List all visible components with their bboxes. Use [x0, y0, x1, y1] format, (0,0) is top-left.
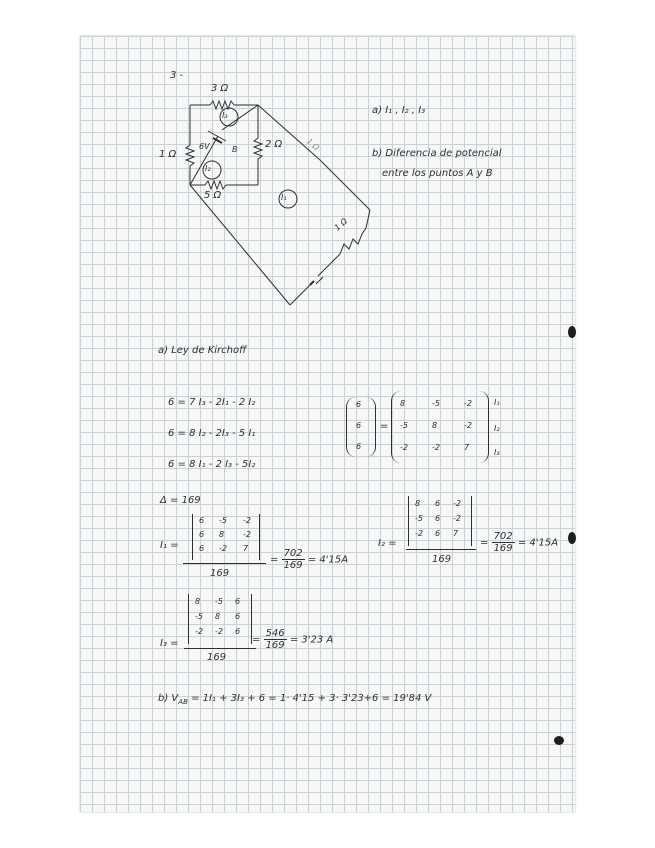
problem-number: 3 - [170, 70, 184, 81]
i3-label: I₃ = [160, 638, 179, 649]
resistor-bottom-label: 5 Ω [204, 190, 222, 201]
rhs-vector: 6 6 6 [346, 397, 376, 457]
i1-result: = $\frac{702}{169}$ = 4'15A [270, 548, 349, 571]
resistor-mid-label: 2 Ω [265, 139, 283, 150]
i1-value: = 4'15A [307, 554, 349, 566]
i2-result-fraction: $\frac{702}{169}$ [493, 531, 513, 554]
loop-i3-label: I₃ [222, 111, 228, 120]
loop-i1-label: I₁ [281, 193, 287, 202]
i1-fraction-bar [183, 563, 266, 564]
part-a-heading: a) Ley de Kirchoff [158, 345, 247, 356]
i3-fraction-bar [184, 648, 256, 649]
i2-result: = $\frac{702}{169}$ = 4'15A [480, 531, 559, 554]
i1-determinant-matrix: 6 -5 -2 6 8 -2 6 -2 7 [192, 514, 260, 560]
kirchhoff-eq-3: 6 = 8 I₁ - 2 I₃ - 5I₂ [168, 459, 256, 470]
question-b-line1: b) Diferencia de potencial [372, 148, 502, 159]
node-b-label: B [232, 145, 238, 154]
unknown-i2: I₂ [494, 424, 500, 433]
i3-determinant-matrix: 8 -5 6 -5 8 6 -2 -2 6 [188, 594, 252, 644]
kirchhoff-eq-2: 6 = 8 I₂ - 2I₃ - 5 I₁ [168, 428, 256, 439]
i2-determinant-matrix: 8 6 -2 -5 6 -2 -2 6 7 [408, 496, 472, 546]
determinant: Δ = 169 [160, 495, 201, 506]
resistor-diag-label: 1 Ω [332, 216, 350, 233]
i3-denominator: 169 [207, 652, 227, 663]
resistor-left-label: 1 Ω [159, 149, 177, 160]
unknown-i1: I₁ [494, 398, 500, 407]
loop-i2-label: I₂ [205, 164, 211, 173]
i3-value: = 3'23 A [289, 634, 334, 646]
i1-denominator: 169 [210, 568, 230, 579]
unknown-i3: I₃ [494, 448, 500, 457]
i1-result-fraction: $\frac{702}{169}$ [283, 548, 303, 571]
i3-result: = $\frac{546}{169}$ = 3'23 A [252, 628, 334, 651]
resistor-top-label: 3 Ω [211, 83, 229, 94]
source-label: 6V [199, 142, 210, 151]
i2-denominator: 169 [432, 554, 452, 565]
part-b-equation: b) $V_{AB} = 1I_1 + 3I_3 + 6 = 1\cdot 4'15 + 3\cdot 3'23+6 = 19'84$ V [158, 693, 432, 706]
question-a: a) I₁ , I₂ , I₃ [372, 105, 426, 116]
kirchhoff-eq-1: 6 = 7 I₃ - 2I₁ - 2 I₂ [168, 397, 256, 408]
question-b-line2: entre los puntos A y B [382, 168, 493, 179]
i2-fraction-bar [406, 549, 476, 550]
i2-label: I₂ = [378, 538, 397, 549]
equals-sign: = [380, 421, 389, 432]
i3-result-fraction: $\frac{546}{169}$ [265, 628, 285, 651]
coefficient-matrix: 8 -5 -2 -5 8 -2 -2 -2 7 [391, 391, 489, 463]
i1-label: I₁ = [160, 540, 179, 551]
resistor-diag2-label: 1 Ω [304, 136, 322, 153]
i2-value: = 4'15A [517, 537, 559, 549]
